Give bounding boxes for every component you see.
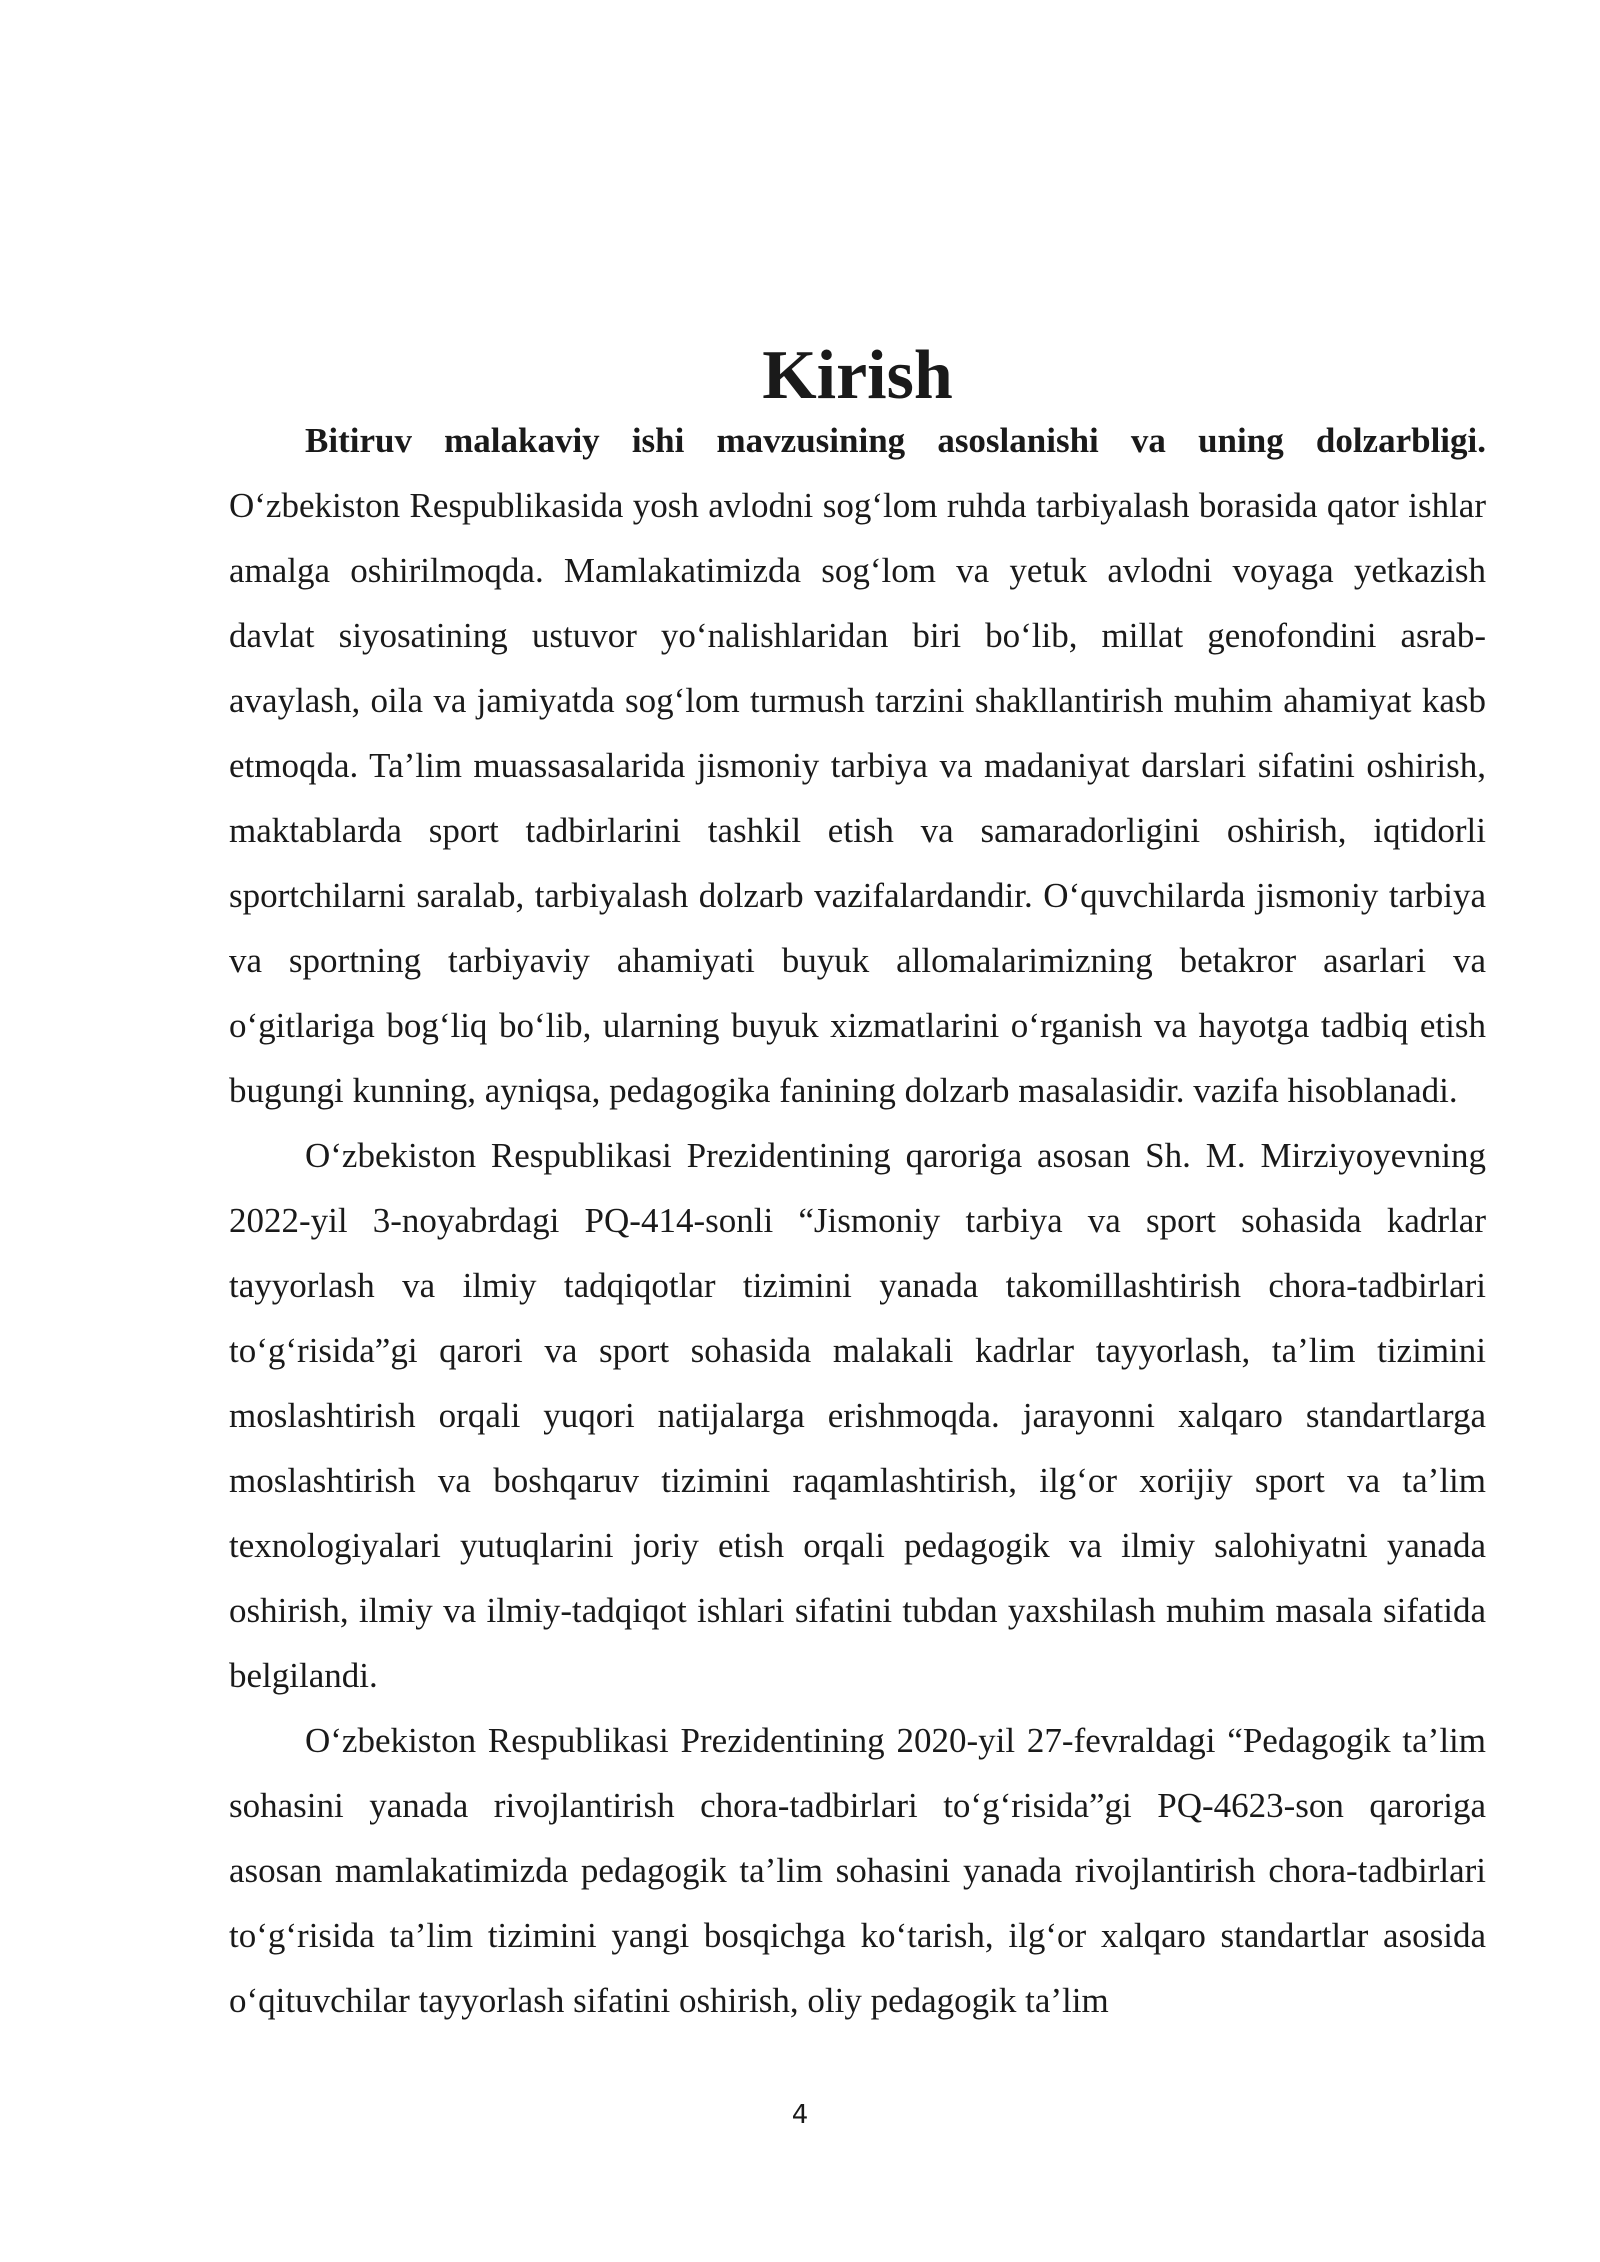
page-number: 4 bbox=[791, 2100, 809, 2130]
section-title: Kirish bbox=[762, 337, 953, 414]
paragraph-1-lead: Bitiruv malakaviy ishi mavzusining asoslanishi va uning dolzarbligi. bbox=[305, 421, 1486, 460]
paragraph-2: O‘zbekiston Respublikasi Prezidentining qaroriga asosan Sh. M. Mirziyoyevning 2022-yil 3-noyabrdagi PQ-414-sonli “Jismoniy tarbiya va sport sohasida kadrlar tayyorlash va ilmiy tadqiqotlar tizimini yanada takomillashtirish chora-tadbirlari to‘g‘risida”gi qarori va sport sohasida malakali kadrlar tayyorlash, ta’lim tizimini moslashtirish orqali yuqori natijalarga erishmoqda. jarayonni xalqaro standartlarga moslashtirish va boshqaruv tizimini raqamlashtirish, ilg‘or xorijiy sport va ta’lim texnologiyalari yutuqlarini joriy etish orqali pedagogik va ilmiy salohiyatni yanada oshirish, ilmiy va ilmiy-tadqiqot ishlari sifatini tubdan yaxshilash muhim masala sifatida belgilandi. bbox=[229, 1136, 1486, 1695]
page-content bbox=[229, 337, 1486, 2033]
paragraph-1 bbox=[229, 408, 1486, 1123]
paragraph-3: O‘zbekiston Respublikasi Prezidentining 2020-yil 27-fevraldagi “Pedagogik ta’lim sohasini yanada rivojlantirish chora-tadbirlari to‘g‘risida”gi PQ-4623-son qaroriga asosan mamlakatimizda pedagogik ta’lim sohasini yanada rivojlantirish chora-tadbirlari to‘g‘risida ta’lim tizimini yangi bosqichga ko‘tarish, ilg‘or xalqaro standartlar asosida o‘qituvchilar tayyorlash sifatini oshirish, oliy pedagogik ta’lim bbox=[229, 1721, 1486, 2020]
paragraph-1-body: O‘zbekiston Respublikasida yosh avlodni sog‘lom ruhda tarbiyalash borasida qator ishlar amalga oshirilmoqda. Mamlakatimizda sog‘lom va yetuk avlodni voyaga yetkazish davlat siyosatining ustuvor yo‘nalishlaridan biri bo‘lib, millat genofondini asrab-avaylash, oila va jamiyatda sog‘lom turmush tarzini shakllantirish muhim ahamiyat kasb etmoqda. Ta’lim muassasalarida jismoniy tarbiya va madaniyat darslari sifatini oshirish, maktablarda sport tadbirlarini tashkil etish va samaradorligini oshirish, iqtidorli sportchilarni saralab, tarbiyalash dolzarb vazifalardandir. O‘quvchilarda jismoniy tarbiya va sportning tarbiyaviy ahamiyati buyuk allomalarimizning betakror asarlari va o‘gitlariga bog‘liq bo‘lib, ularning buyuk xizmatlarini o‘rganish va hayotga tadbiq etish bugungi kunning, ayniqsa, pedagogika fanining dolzarb masalasidir. vazifa hisoblanadi. bbox=[229, 486, 1486, 1110]
